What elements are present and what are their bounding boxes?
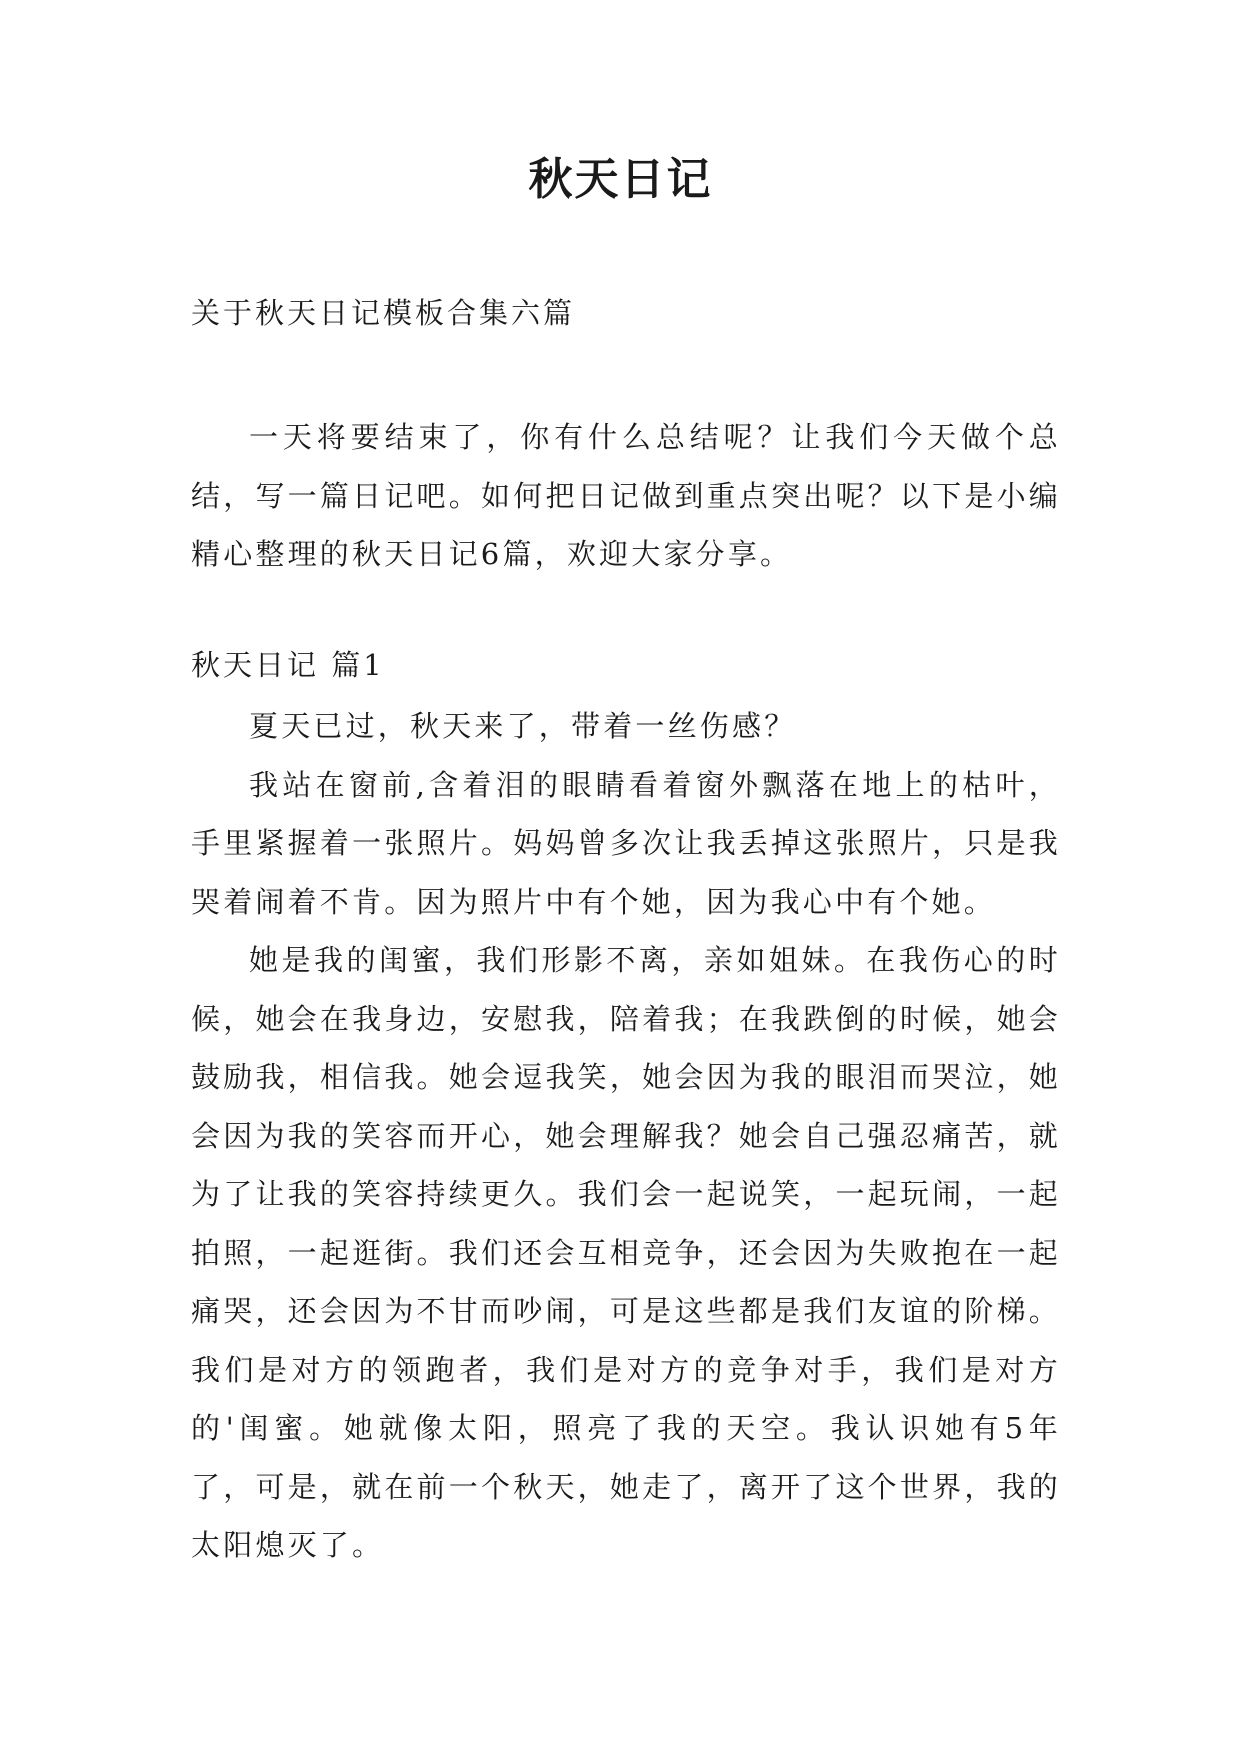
document-subtitle: 关于秋天日记模板合集六篇 xyxy=(191,296,576,330)
section-paragraph: 她是我的闺蜜，我们形影不离，亲如姐妹。在我伤心的时候，她会在我身边，安慰我，陪着我；在我跌倒的时候，她会鼓励我，相信我。她会逗我笑，她会因为我的眼泪而哭泣，她会因为我的笑容而开心，她会理解我？她会自己强忍痛苦，就为了让我的笑容持续更久。我们会一起说笑，一起玩闹，一起拍照，一起逛街。我们还会互相竞争，还会因为失败抱在一起痛哭，还会因为不甘而吵闹，可是这些都是我们友谊的阶梯。我们是对方的领跑者，我们是对方的竞争对手，我们是对方的'闺蜜。她就像太阳，照亮了我的天空。我认识她有5年了，可是，就在前一个秋天，她走了，离开了这个世界，我的太阳熄灭了。 xyxy=(191,943,1061,1562)
section-heading: 秋天日记 篇1 xyxy=(191,648,385,682)
intro-text: 一天将要结束了，你有什么总结呢？让我们今天做个总结，写一篇日记吧。如何把日记做到重点突出呢？以下是小编精心整理的秋天日记6篇，欢迎大家分享。 xyxy=(191,420,1061,571)
section-paragraph: 夏天已过，秋天来了，带着一丝伤感？ xyxy=(249,709,797,743)
section-body xyxy=(191,697,1061,1575)
intro-paragraph xyxy=(191,408,1061,584)
section-paragraph: 我站在窗前,含着泪的眼睛看着窗外飘落在地上的枯叶，手里紧握着一张照片。妈妈曾多次让我丢掉这张照片，只是我哭着闹着不肯。因为照片中有个她，因为我心中有个她。 xyxy=(191,767,1061,919)
document-title: 秋天日记 xyxy=(528,154,713,205)
